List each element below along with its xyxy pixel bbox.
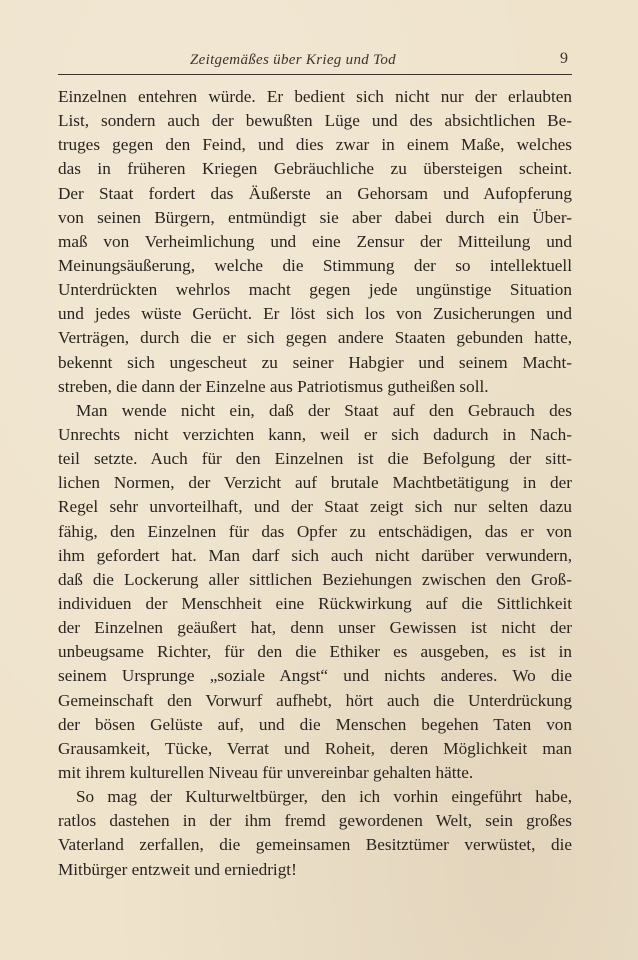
running-title: Zeitgemäßes über Krieg und Tod xyxy=(190,52,396,68)
page-number: 9 xyxy=(560,50,568,67)
text-line: Unterdrückten wehrlos macht gegen jede ungünstige Situation xyxy=(58,280,572,300)
text-line: seinem Ursprunge „soziale Angst“ und nichts anderes. Wo die xyxy=(58,666,572,686)
text-line: maß von Verheimlichung und eine Zensur der Mitteilung und xyxy=(58,231,572,251)
text-line: ratlos dastehen in der ihm fremd gewordenen Welt, sein großes xyxy=(58,811,572,831)
text-line: lichen Normen, der Verzicht auf brutale Machtbetätigung in der xyxy=(58,473,572,493)
body-text xyxy=(58,85,572,882)
text-line: Meinungsäußerung, welche die Stimmung der so intellektuell xyxy=(58,255,572,275)
text-line: mit ihrem kulturellen Niveau für unvereinbar gehalten hätte. xyxy=(58,762,474,782)
text-line: der bösen Gelüste auf, und die Menschen begehen Taten von xyxy=(58,714,572,734)
text-line: der Einzelnen geäußert hat, denn unser Gewissen ist nicht der xyxy=(58,618,572,638)
text-line: unbeugsame Richter, für den die Ethiker es ausgeben, es ist in xyxy=(58,642,572,662)
running-head xyxy=(58,50,572,75)
text-line: Mitbürger entzweit und erniedrigt! xyxy=(58,859,297,879)
text-line: Einzelnen entehren würde. Er bedient sich nicht nur der erlaubten xyxy=(58,87,572,106)
text-line: daß die Lockerung aller sittlichen Beziehungen zwischen den Groß- xyxy=(58,569,572,589)
text-line: Gemeinschaft den Vorwurf aufhebt, hört auch die Unterdrückung xyxy=(58,690,572,710)
text-line: Regel sehr unvorteilhaft, und der Staat zeigt sich nur selten dazu xyxy=(58,497,572,517)
text-line: Vaterland zerfallen, die gemeinsamen Besitztümer verwüstet, die xyxy=(58,835,572,855)
text-line: So mag der Kulturweltbürger, den ich vorhin eingeführt habe, xyxy=(76,787,572,807)
text-line: ihm gefordert hat. Man darf sich auch nicht darüber verwundern, xyxy=(58,545,572,565)
text-line: truges gegen den Feind, und dies zwar in einem Maße, welches xyxy=(58,135,572,155)
text-line: von seinen Bürgern, entmündigt sie aber dabei durch ein Über- xyxy=(58,207,572,227)
text-line: Der Staat fordert das Äußerste an Gehorsam und Aufopferung xyxy=(58,183,572,203)
text-line: Verträgen, durch die er sich gegen andere Staaten gebunden hatte, xyxy=(58,328,572,348)
text-line: Unrechts nicht verzichten kann, weil er sich dadurch in Nach- xyxy=(58,424,572,444)
text-line: fähig, den Einzelnen für das Opfer zu entschädigen, das er von xyxy=(58,521,572,541)
text-line: bekennt sich ungescheut zu seiner Habgier und seinem Macht- xyxy=(58,352,572,372)
text-line: teil setzte. Auch für den Einzelnen ist die Befolgung der sitt- xyxy=(58,449,572,469)
text-line: streben, die dann der Einzelne aus Patriotismus gutheißen soll. xyxy=(58,376,489,396)
text-line: individuen der Menschheit eine Rückwirkung auf die Sittlichkeit xyxy=(58,593,572,613)
text-line: List, sondern auch der bewußten Lüge und des absichtlichen Be- xyxy=(58,111,572,131)
text-line: Man wende nicht ein, daß der Staat auf den Gebrauch des xyxy=(76,400,572,420)
text-line: und jedes wüste Gerücht. Er löst sich los von Zusicherungen und xyxy=(58,304,572,324)
text-line: Grausamkeit, Tücke, Verrat und Roheit, deren Möglichkeit man xyxy=(58,738,572,758)
text-line: das in früheren Kriegen Gebräuchliche zu übersteigen scheint. xyxy=(58,159,572,179)
